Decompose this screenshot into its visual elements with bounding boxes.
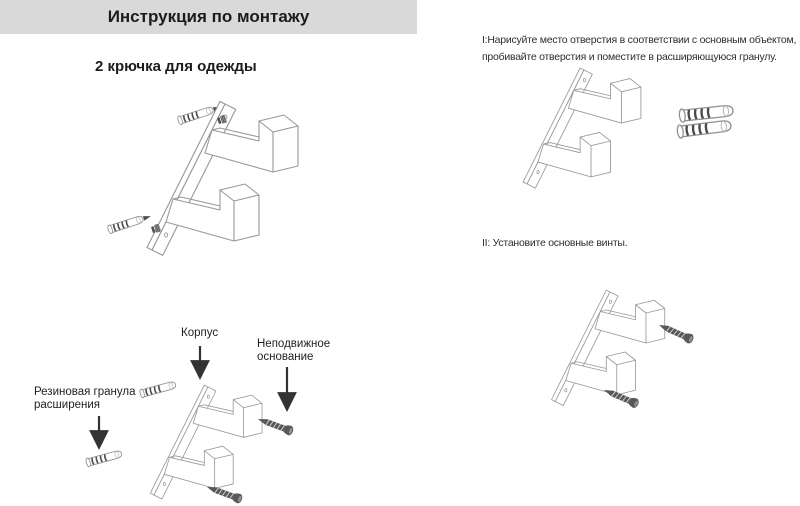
label-body: Корпус xyxy=(181,327,219,339)
wall-anchor xyxy=(107,212,152,234)
hook-assembly xyxy=(150,385,262,499)
wall-anchor xyxy=(85,449,123,467)
labeled-parts-diagram xyxy=(85,346,294,504)
main-assembly-diagram xyxy=(107,102,298,256)
hook-assembly xyxy=(147,102,298,256)
label-rubber-granule: Резиновая гранула расширения xyxy=(34,386,136,411)
page-title: Инструкция по монтажу xyxy=(107,7,310,26)
header-bar xyxy=(0,0,417,34)
product-title: 2 крючка для одежды xyxy=(95,58,257,75)
wall-anchor xyxy=(679,104,734,123)
hook-assembly xyxy=(523,68,641,188)
hook-assembly xyxy=(552,290,665,405)
step-1-text: I:Нарисуйте место отверстия в соответствии с основным объектом, пробивайте отверстия и поместите в расширяющуюся гранулу. xyxy=(482,34,797,63)
wall-anchor xyxy=(139,380,177,398)
step1-diagram xyxy=(523,68,734,188)
step2-diagram xyxy=(552,290,695,409)
label-fixed-base: Неподвижное основание xyxy=(257,338,331,363)
step-2-text: II: Установите основные винты. xyxy=(482,237,628,249)
